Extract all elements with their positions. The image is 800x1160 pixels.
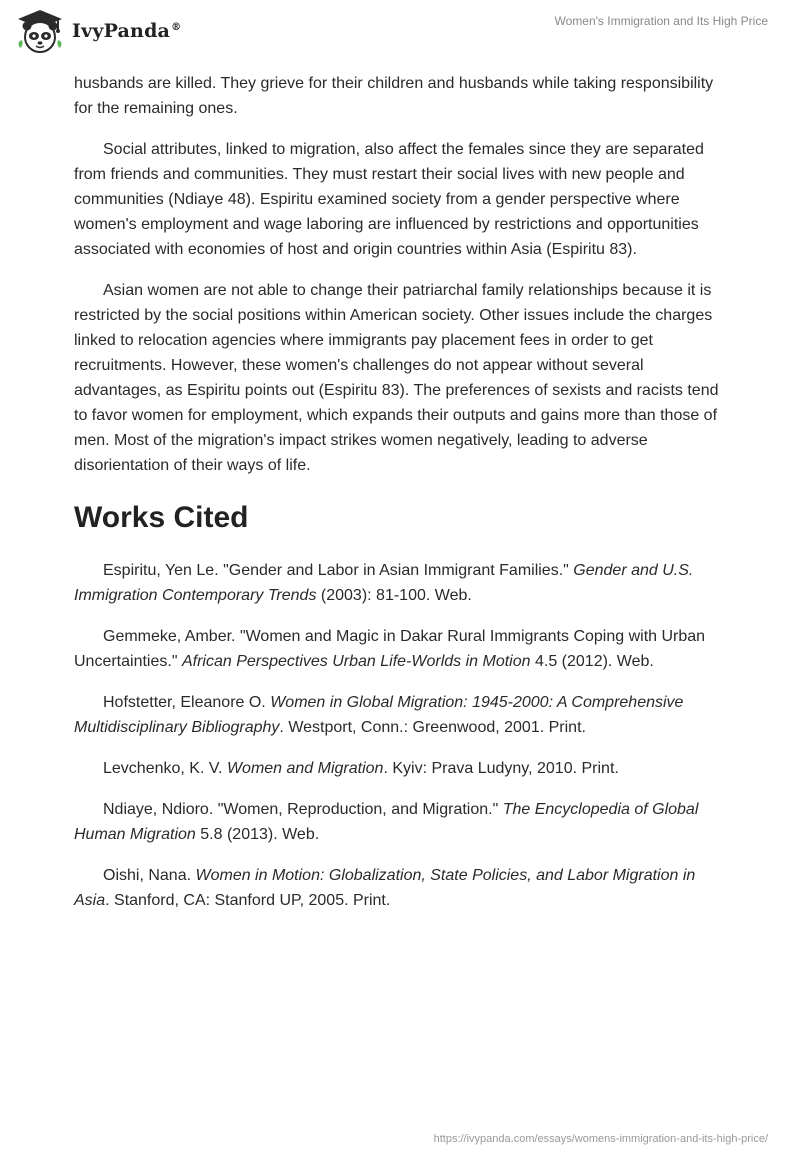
essay-content bbox=[74, 71, 730, 929]
brand-name: IvyPanda® bbox=[72, 20, 182, 42]
citation-entry: Espiritu, Yen Le. "Gender and Labor in Asian Immigrant Families." Gender and U.S. Immigration Contemporary Trends (2003): 81-100. Web. bbox=[74, 562, 694, 604]
body-paragraph-3: Asian women are not able to change their patriarchal family relationships because it is restricted by the social positions within American society. Other issues include the charges linked to relocation agencies where immigrants pay placement fees in order to get recruitments. However, these women's challenges do not appear without several advantages, as Espiritu points out (Espiritu 83). The preferences of sexists and racists tend to favor women for employment, which expands their outputs and gains more than those of men. Most of the migration's impact strikes women negatively, leading to adverse disorientation of their ways of life. bbox=[74, 282, 719, 474]
citation-entry: Levchenko, K. V. Women and Migration. Kyiv: Prava Ludyny, 2010. Print. bbox=[103, 760, 619, 777]
works-cited-list bbox=[74, 558, 730, 913]
citation-entry: Gemmeke, Amber. "Women and Magic in Dakar Rural Immigrants Coping with Urban Uncertainties." African Perspectives Urban Life-Worlds in Motion 4.5 (2012). Web. bbox=[74, 628, 706, 670]
works-cited-heading: Works Cited bbox=[74, 501, 249, 534]
panda-graduate-icon bbox=[14, 8, 66, 54]
page-header bbox=[0, 0, 800, 64]
ivypanda-logo[interactable] bbox=[14, 8, 181, 54]
document-title: Women's Immigration and Its High Price bbox=[554, 14, 768, 28]
source-url[interactable]: https://ivypanda.com/essays/womens-immigration-and-its-high-price/ bbox=[433, 1133, 768, 1145]
body-paragraph-1: husbands are killed. They grieve for their children and husbands while taking responsibility for the remaining ones. bbox=[74, 75, 714, 117]
citation-entry: Hofstetter, Eleanore O. Women in Global Migration: 1945-2000: A Comprehensive Multidisciplinary Bibliography. Westport, Conn.: Greenwood, 2001. Print. bbox=[74, 694, 684, 736]
body-paragraph-2: Social attributes, linked to migration, also affect the females since they are separated from friends and communities. They must restart their social lives with new people and communities (Ndiaye 48). Espiritu examined society from a gender perspective where women's employment and wage laboring are influenced by restrictions and opportunities associated with economies of host and origin countries within Asia (Espiritu 83). bbox=[74, 141, 704, 258]
citation-entry: Ndiaye, Ndioro. "Women, Reproduction, and Migration." The Encyclopedia of Global Human Migration 5.8 (2013). Web. bbox=[74, 801, 699, 843]
citation-entry: Oishi, Nana. Women in Motion: Globalization, State Policies, and Labor Migration in Asia. Stanford, CA: Stanford UP, 2005. Print. bbox=[74, 867, 696, 909]
